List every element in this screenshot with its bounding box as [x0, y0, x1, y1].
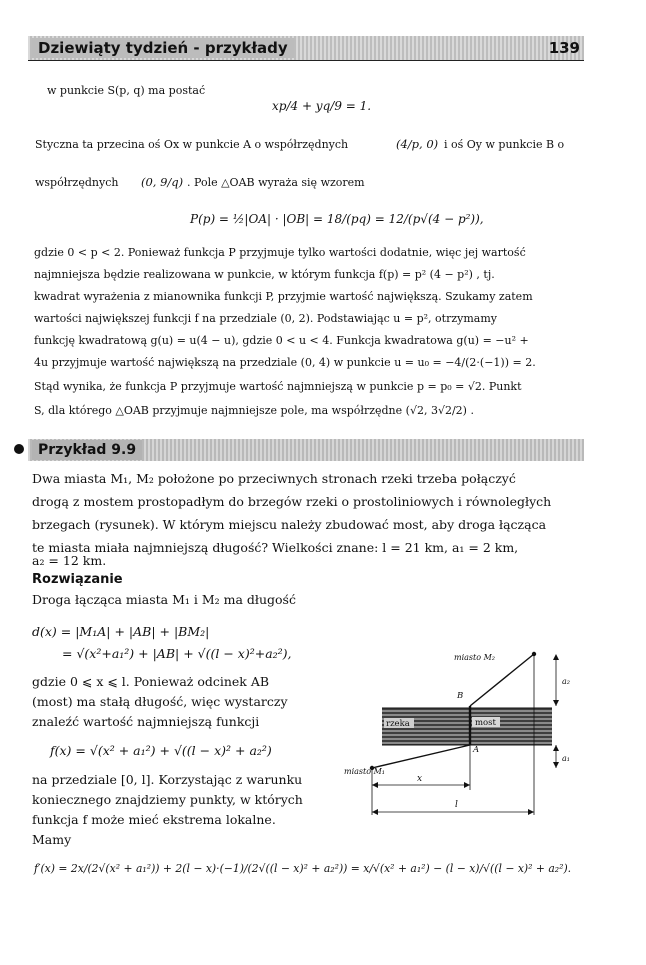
example-title: Przykład 9.9: [32, 440, 142, 460]
river-bridge-figure: [340, 640, 600, 845]
arrow-right-icon: [528, 809, 534, 815]
arrow-left-icon: [372, 782, 378, 788]
paragraph-line: 4u przyjmuje wartość największą na przedziale (0, 4) w punkcie u = u₀ = −4/(2·(−1)) = 2.: [34, 356, 536, 369]
label-m2: miasto M₂: [454, 653, 495, 662]
solution-text-line: na przedziale [0, l]. Korzystając z warunku: [32, 772, 303, 787]
solution-line-1: Droga łącząca miasta M₁ i M₂ ma długość: [32, 592, 296, 607]
solution-heading: Rozwiązanie: [32, 572, 123, 587]
page-number: 139: [548, 39, 580, 57]
paragraph-line: gdzie 0 < p < 2. Ponieważ funkcja P przyjmuje tylko wartości dodatnie, więc jej wartość: [34, 246, 526, 259]
arrow-down-icon: [553, 762, 559, 768]
equation-f: f(x) = √(x² + a₁²) + √((l − x)² + a₂²): [50, 743, 272, 758]
arrow-up-icon: [553, 654, 559, 660]
solution-text-line: koniecznego znajdziemy punkty, w których: [32, 792, 303, 807]
example-line: drogą z mostem prostopadłym do brzegów rzeki o prostoliniowych i równoległych: [32, 494, 552, 509]
most-label: most: [475, 718, 496, 728]
road-segment-m1-a: [372, 745, 470, 768]
example-line: te miasta miała najmniejszą długość? Wielkości znane: l = 21 km, a₁ = 2 km,: [32, 540, 519, 555]
intro-line-2a: Styczna ta przecina oś Ox w punkcie A o współrzędnych: [35, 138, 349, 151]
intro-line-2b: i oś Oy w punkcie B o: [444, 138, 565, 151]
intro-line-3a: współrzędnych: [35, 176, 119, 189]
solution-text-line: gdzie 0 ⩽ x ⩽ l. Ponieważ odcinek AB: [32, 674, 270, 689]
example-line: a₂ = 12 km.: [32, 553, 107, 568]
arrow-down-icon: [553, 700, 559, 706]
bullet-icon: [14, 444, 24, 454]
point-B-coords: (0, 9/q): [141, 175, 184, 189]
label-a2: a₂: [562, 677, 570, 686]
label-A: A: [473, 745, 480, 755]
paragraph-line: wartości największej funkcji f na przedziale (0, 2). Podstawiając u = p², otrzymamy: [34, 312, 497, 325]
example-line: brzegach (rysunek). W którym miejscu należy zbudować most, aby droga łącząca: [32, 517, 547, 532]
paragraph-line: najmniejsza będzie realizowana w punkcie, w którym funkcja f(p) = p² (4 − p²) , tj.: [34, 268, 495, 281]
label-m1: miasto M₁: [344, 767, 385, 776]
paragraph-line: kwadrat wyrażenia z mianownika funkcji P, przyjmie wartość największą. Szukamy zatem: [34, 290, 533, 303]
paragraph-line: funkcję kwadratową g(u) = u(4 − u), gdzie 0 < u < 4. Funkcja kwadratowa g(u) = −u² +: [34, 334, 529, 347]
label-a1: a₁: [562, 754, 570, 763]
paragraph-line: S, dla którego △OAB przyjmuje najmniejsze pole, ma współrzędne (√2, 3√2/2) .: [34, 404, 474, 417]
equation-d2: = √(x²+a₁²) + |AB| + √((l − x)²+a₂²),: [62, 646, 292, 661]
equation-d1: d(x) = |M₁A| + |AB| + |BM₂|: [32, 624, 210, 639]
rzeka-label: rzeka: [386, 719, 410, 729]
label-l: l: [455, 800, 458, 810]
solution-text-line: znaleźć wartość najmniejszą funkcji: [32, 714, 260, 729]
label-x: x: [417, 774, 423, 784]
point-A-coords: (4/p, 0): [396, 137, 439, 151]
arrow-up-icon: [553, 745, 559, 751]
solution-text-line: funkcja f może mieć ekstrema lokalne.: [32, 812, 276, 827]
equation-tangent: xp/4 + yq/9 = 1.: [272, 99, 372, 113]
label-B: B: [457, 691, 464, 701]
intro-line-1: w punkcie S(p, q) ma postać: [47, 84, 206, 97]
intro-line-3b: . Pole △OAB wyraża się wzorem: [187, 176, 365, 189]
header-title: Dziewiąty tydzień - przykłady: [32, 38, 294, 58]
arrow-right-icon: [464, 782, 470, 788]
equation-derivative: f′(x) = 2x/(2√(x² + a₁²)) + 2(l − x)·(−1)/(2√((l − x)² + a₂²)) = x/√(x² + a₁²) − (l − x)/√((l − x)² + a₂²).: [34, 862, 572, 875]
example-line: Dwa miasta M₁, M₂ położone po przeciwnych stronach rzeki trzeba połączyć: [32, 471, 516, 486]
equation-area: P(p) = ½|OA| · |OB| = 18/(pq) = 12/(p√(4 − p²)),: [190, 212, 484, 226]
solution-text-line: (most) ma stałą długość, więc wystarczy: [32, 694, 288, 709]
running-header: [28, 36, 584, 61]
paragraph-line: Stąd wynika, że funkcja P przyjmuje wartość najmniejszą w punkcie p = p₀ = √2. Punkt: [34, 380, 522, 393]
solution-text-line: Mamy: [32, 832, 72, 847]
arrow-left-icon: [372, 809, 378, 815]
